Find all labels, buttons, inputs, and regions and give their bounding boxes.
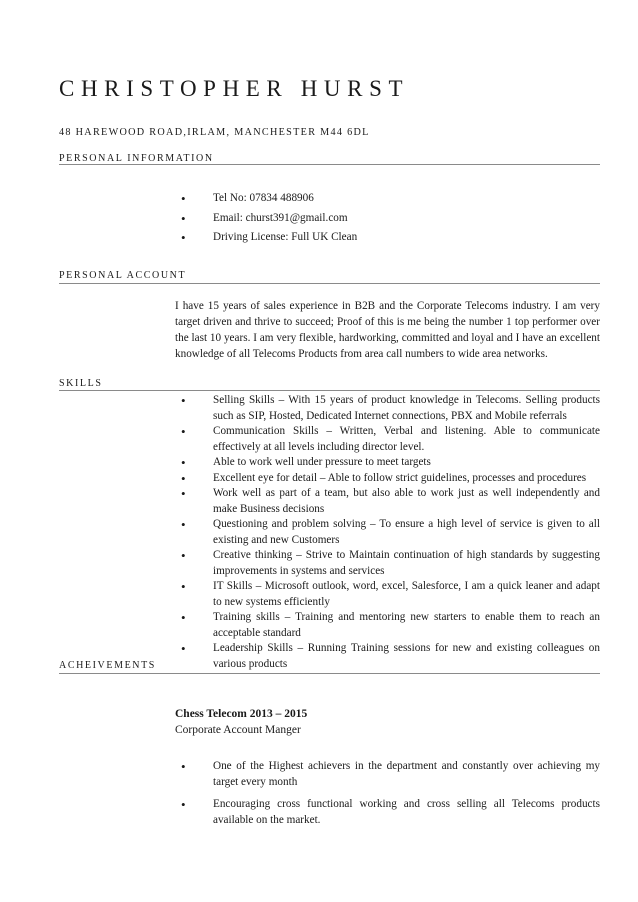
section-title-personal-information: PERSONAL INFORMATION [59, 153, 214, 164]
contact-list [175, 191, 600, 250]
candidate-address: 48 HAREWOOD ROAD,IRLAM, MANCHESTER M44 6DL [59, 127, 370, 138]
section-title-personal-account: PERSONAL ACCOUNT [59, 270, 187, 281]
skill-item: • Able to work well under pressure to meet targets [175, 455, 600, 471]
skill-item: • Work well as part of a team, but also able to work just as well independently and make Business decisions [175, 486, 600, 517]
section-divider [59, 673, 600, 674]
skills-list [175, 393, 600, 672]
section-divider [59, 283, 600, 284]
skill-item: • Communication Skills – Written, Verbal and listening. Able to communicate effectively at all levels including director level. [175, 424, 600, 455]
contact-item-license: • Driving License: Full UK Clean [175, 230, 600, 246]
achievements-list [175, 759, 600, 828]
section-divider [59, 164, 600, 165]
achievement-item: • Encouraging cross functional working and cross selling all Telecoms products available on the market. [175, 797, 600, 828]
personal-account-text: I have 15 years of sales experience in B2B and the Corporate Telecoms industry. I am very target driven and thrive to succeed; Proof of this is me being the number 1 top performer over the last 10 years. I am very flexible, hardworking, committed and loyal and I have an excellent knowledge of all Telecoms Products from area call numbers to wide area networks. [175, 300, 600, 360]
skill-item: • Questioning and problem solving – To ensure a high level of service is given to all existing and new Customers [175, 517, 600, 548]
section-title-skills: SKILLS [59, 378, 103, 389]
job-role: Corporate Account Manger [175, 724, 301, 736]
skill-item: • Creative thinking – Strive to Maintain continuation of high standards by suggesting improvements in systems and services [175, 548, 600, 579]
contact-item-email: • Email: churst391@gmail.com [175, 211, 600, 227]
job-title: Chess Telecom 2013 – 2015 [175, 708, 308, 720]
section-divider [59, 390, 600, 391]
contact-item-phone: • Tel No: 07834 488906 [175, 191, 600, 207]
achievement-item: • One of the Highest achievers in the department and constantly over achieving my target every month [175, 759, 600, 790]
skill-item: • Training skills – Training and mentoring new starters to enable them to reach an acceptable standard [175, 610, 600, 641]
skill-item: • Leadership Skills – Running Training sessions for new and existing colleagues on various products [175, 641, 600, 672]
skill-item: • Excellent eye for detail – Able to follow strict guidelines, processes and procedures [175, 471, 600, 487]
skill-item: • Selling Skills – With 15 years of product knowledge in Telecoms. Selling products such as SIP, Hosted, Dedicated Internet connections, PBX and Mobile referrals [175, 393, 600, 424]
skill-item: • IT Skills – Microsoft outlook, word, excel, Salesforce, I am a quick leaner and adapt to new systems efficiently [175, 579, 600, 610]
candidate-name: CHRISTOPHER HURST [59, 76, 410, 101]
section-title-achievements: ACHEIVEMENTS [59, 660, 156, 671]
